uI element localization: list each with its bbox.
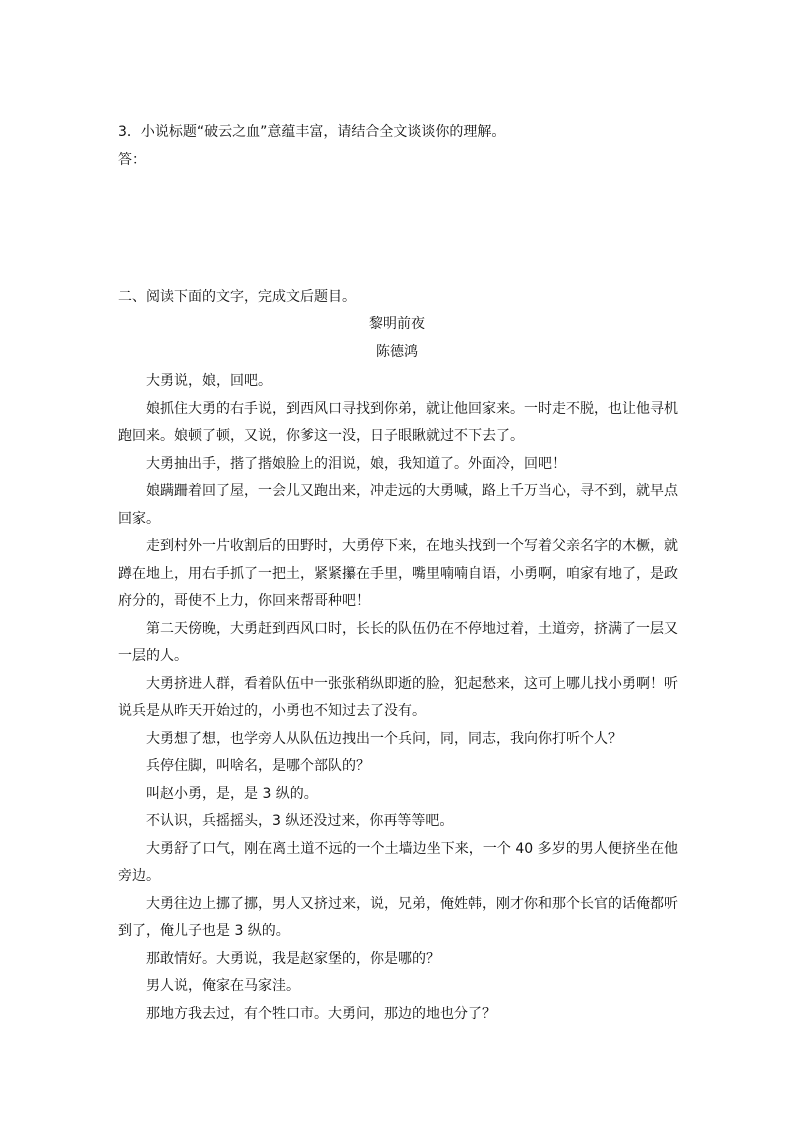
story-paragraph: 大勇说，娘，回吧。 [146, 373, 272, 389]
story-paragraph: 那敢情好。大勇说，我是赵家堡的，你是哪的？ [146, 950, 440, 967]
story-paragraph: 兵停住脚，叫啥名，是哪个部队的？ [146, 758, 370, 774]
story-paragraph: 大勇舒了口气，刚在离土道不远的一个土墙边坐下来，一个 40 多岁的男人便挤坐在他旁边。 [118, 840, 678, 884]
story-paragraph: 第二天傍晚，大勇赶到西风口时，长长的队伍仍在不停地过着，土道旁，挤满了一层又一层的人。 [118, 620, 678, 664]
story-paragraph: 那地方我去过，有个牲口市。大勇问，那边的地也分了？ [146, 1005, 496, 1022]
story-paragraph: 不认识，兵摇摇头，3 纵还没过来，你再等等吧。 [146, 813, 454, 829]
story-paragraph: 大勇抽出手，揩了揩娘脸上的泪说，娘，我知道了。外面冷，回吧！ [146, 455, 566, 472]
story-paragraph: 大勇挤进人群，看着队伍中一张张稍纵即逝的脸，犯起愁来，这可上哪儿找小勇啊！听说兵是从昨天开始过的，小勇也不知过去了没有。 [118, 675, 678, 719]
story-paragraph: 娘抓住大勇的右手说，到西风口寻找到你弟，就让他回家来。一时走不脱，也让他寻机跑回来。娘顿了顿，又说，你爹这一没，日子眼瞅就过不下去了。 [118, 400, 678, 444]
story-title: 黎明前夜 [369, 316, 425, 332]
answer-label: 答： [118, 152, 146, 168]
story-author: 陈德鸿 [376, 344, 418, 360]
story-paragraph: 大勇往边上挪了挪，男人又挤过来，说，兄弟，俺姓韩，刚才你和那个长官的话俺都听到了，俺儿子也是 3 纵的。 [118, 895, 678, 939]
story-body [118, 368, 678, 1028]
story-paragraph: 男人说，俺家在马家洼。 [146, 978, 300, 994]
question-3: 3．小说标题“破云之血”意蕴丰富，请结合全文谈谈你的理解。 [118, 124, 506, 140]
story-paragraph: 娘蹒跚着回了屋，一会儿又跑出来，冲走远的大勇喊，路上千万当心，寻不到，就早点回家。 [118, 483, 678, 527]
story-paragraph: 走到村外一片收割后的田野时，大勇停下来，在地头找到一个写着父亲名字的木橛，就蹲在地上，用右手抓了一把土，紧紧攥在手里，嘴里喃喃自语，小勇啊，咱家有地了，是政府分的，哥使不上力，你回来帮哥种吧！ [118, 538, 678, 609]
section-2-instruction: 二、阅读下面的文字，完成文后题目。 [118, 289, 356, 305]
story-paragraph: 叫赵小勇，是，是 3 纵的。 [146, 785, 318, 802]
story-paragraph: 大勇想了想，也学旁人从队伍边拽出一个兵问，同，同志，我向你打听个人？ [146, 730, 622, 747]
